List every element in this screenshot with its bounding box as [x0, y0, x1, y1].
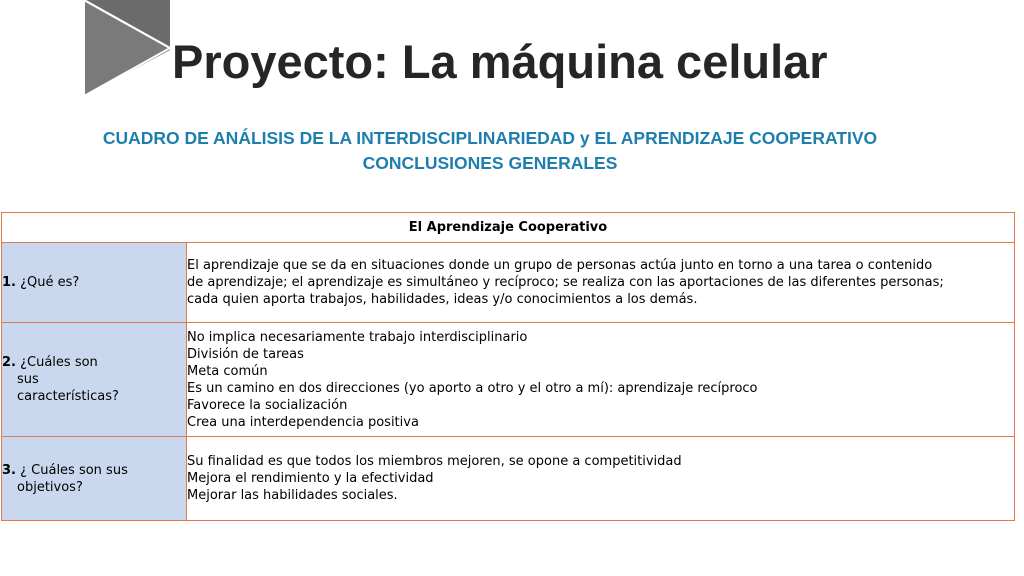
- question-cell: [2, 437, 187, 521]
- table-row: [2, 243, 1015, 323]
- answer-line: No implica necesariamente trabajo interdisciplinario: [187, 329, 528, 345]
- answer-line: Meta común: [187, 363, 268, 379]
- question-text-continued: características?: [17, 389, 119, 404]
- answer-line: División de tareas: [187, 346, 304, 362]
- question-cell: [2, 323, 187, 437]
- answer-line: Su finalidad es que todos los miembros mejoren, se opone a competitividad: [187, 454, 682, 469]
- table-row: [2, 323, 1015, 437]
- question-number: 3.: [2, 462, 16, 478]
- table-header: El Aprendizaje Cooperativo: [2, 213, 1015, 243]
- question-text: ¿ Cuáles son sus: [20, 462, 128, 478]
- question-cell: [2, 243, 187, 323]
- question-number: 1.: [2, 275, 16, 290]
- slide-subtitle: [0, 126, 980, 176]
- answer-line: Crea una interdependencia positiva: [187, 414, 419, 430]
- answer-line: Mejorar las habilidades sociales.: [187, 488, 398, 503]
- question-text-continued: sus: [17, 372, 39, 387]
- subtitle-line-2: CONCLUSIONES GENERALES: [362, 153, 618, 173]
- answer-cell: [187, 323, 1015, 437]
- triangle-logo-icon: [84, 0, 174, 96]
- subtitle-line-1: CUADRO DE ANÁLISIS DE LA INTERDISCIPLINARIEDAD y EL APRENDIZAJE COOPERATIVO: [102, 128, 878, 148]
- answer-line: de aprendizaje; el aprendizaje es simultáneo y recíproco; se realiza con las aportaciones de las diferentes personas;: [187, 275, 944, 290]
- answer-line: Favorece la socialización: [187, 397, 348, 413]
- answer-line: cada quien aporta trabajos, habilidades, ideas y/o conocimientos a los demás.: [187, 292, 698, 307]
- answer-line: El aprendizaje que se da en situaciones donde un grupo de personas actúa junto en torno a una tarea o contenido: [187, 258, 933, 273]
- answer-line: Mejora el rendimiento y la efectividad: [187, 471, 434, 486]
- answer-line: Es un camino en dos direcciones (yo aporto a otro y el otro a mí): aprendizaje recíproco: [187, 380, 758, 396]
- question-text: ¿Cuáles son: [20, 355, 98, 370]
- answer-cell: [187, 243, 1015, 323]
- analysis-table: [1, 212, 1015, 521]
- question-text-continued: objetivos?: [17, 479, 83, 495]
- answer-cell: [187, 437, 1015, 521]
- question-text: ¿Qué es?: [20, 275, 80, 290]
- table-header-row: [2, 213, 1015, 243]
- question-number: 2.: [2, 355, 16, 370]
- slide-title: Proyecto: La máquina celular: [172, 35, 828, 88]
- table-row: [2, 437, 1015, 521]
